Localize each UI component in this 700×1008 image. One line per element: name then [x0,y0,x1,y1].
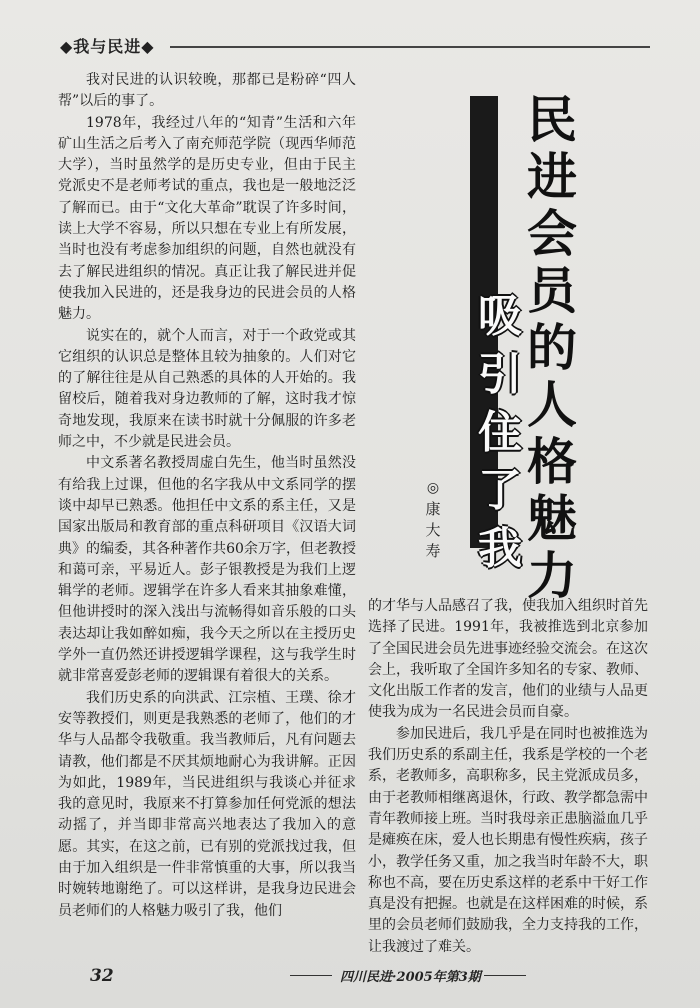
title-char: 魅 [527,490,577,548]
title-main [524,92,580,605]
title-char: 的 [527,319,577,377]
paragraph: 我对民进的认识较晚，那都已是粉碎“四人帮”以后的事了。 [58,72,356,110]
magazine-issue: 四川民进·2005年第3期 [340,970,481,985]
footer-rule [290,975,332,976]
right-column [368,596,648,958]
paragraph: 中文系著名教授周虚白先生，他当时虽然没有给我上过课，但他的名字我从中文系同学的摆谈中却早已熟悉。他担任中文系的系主任，又是国家出版局和教育部的重点科研项目《汉语大词典》的编委，其各种著作共60余万字，但老教授和蔼可亲，平易近人。彭子银教授是为我们上逻辑学的老师。逻辑学在许多人看来其抽象难懂，但他讲授时的深入浅出与流畅得如音乐般的口头表达却让我如醉如痴，我今天之所以在主授历史学外一直仍然还讲授逻辑学课程，这与我学生时就非常喜爱彭老师的逻辑课有着很大的关系。 [58,455,356,685]
article-title [470,91,580,605]
title-char: 民 [527,91,577,149]
title-char: 会 [527,205,577,263]
paragraph: 说实在的，就个人而言，对于一个政党或其它组织的认识总是整体且较为抽象的。人们对它的了解往往是从自己熟悉的具体的人开始的。我留校后，随着我对身边教师的了解，这时我才惊奇地发现，我原来在读书时就十分佩服的许多老师之中，不少就是民进会员。 [58,327,356,451]
title-char: 引 [478,349,522,400]
paragraph: 的才华与人品感召了我，使我加入组织时首先选择了民进。1991年，我被推选到北京参加了全国民进会员先进事迹经验交流会。在这次会上，我听取了全国许多知名的专家、教师、文化出版工作者的发言，他们的业绩与人品更使我为成为一名民进会员而自豪。 [368,598,648,721]
author-byline [422,478,444,562]
byline-mark: ◎ [426,480,440,496]
footer-rule [484,975,526,976]
author-char: 大 [425,521,441,539]
title-char: 格 [527,433,577,491]
title-char: 力 [527,547,577,605]
section-header: ◆我与民进◆ [60,37,155,56]
title-char: 进 [527,148,577,206]
title-char: 人 [527,376,577,434]
header-rule [170,46,650,48]
author-char: 康 [425,500,441,518]
title-char: 住 [478,407,522,458]
title-char: 吸 [478,291,522,342]
title-char: 了 [478,465,522,516]
title-sub [476,288,524,578]
paragraph: 我们历史系的向洪武、江宗植、王璞、徐才安等教授们，则更是我熟悉的老师了，他们的才华与人品都令我敬重。我当教师后，凡有问题去请教，他们都是不厌其烦地耐心为我讲解。正因为如此，1989年，当民进组织与我谈心并征求我的意见时，我原来不打算参加任何党派的想法动摇了，并当即非常高兴地表达了我加入的意愿。其实，在这之前，已有别的党派找过我，但由于加入组织是一件非常慎重的大事，所以我当时婉转地谢绝了。可以这样讲，是我身边民进会员老师们的人格魅力吸引了我，他们 [58,689,356,919]
paragraph: 参加民进后，我几乎是在同时也被推选为我们历史系的系副主任，我系是学校的一个老系，老教师多，高职称多，民主党派成员多，由于老教师相继离退休，行政、教学都急需中青年教师接上班。当时我母亲正患脑溢血几乎是瘫痪在床，爱人也长期患有慢性疾病，孩子小，教学任务又重，加之我当时年龄不大，职称也不高，要在历史系这样的老系中干好工作真是没有把握。也就是在这样困难的时候，系里的会员老师们鼓励我，全力支持我的工作，让我渡过了难关。 [368,725,648,955]
left-column [58,70,356,922]
author-char: 寿 [425,542,441,560]
title-char: 我 [478,523,522,574]
title-char: 员 [527,262,577,320]
page-number: 32 [90,966,114,986]
paragraph: 1978年，我经过八年的“知青”生活和六年矿山生活之后考入了南充师范学院（现西华师范大学），当时虽然学的是历史专业，但由于民主党派史不是老师考试的重点，我也是一般地泛泛了解而已。由于“文化大革命”耽误了许多时间，读上大学不容易，所以只想在专业上有所发展，当时也没有考虑参加组织的问题，自然也就没有去了解民进组织的情况。真正让我了解民进并促使我加入民进的，还是我身边的民进会员的人格魅力。 [58,114,356,323]
